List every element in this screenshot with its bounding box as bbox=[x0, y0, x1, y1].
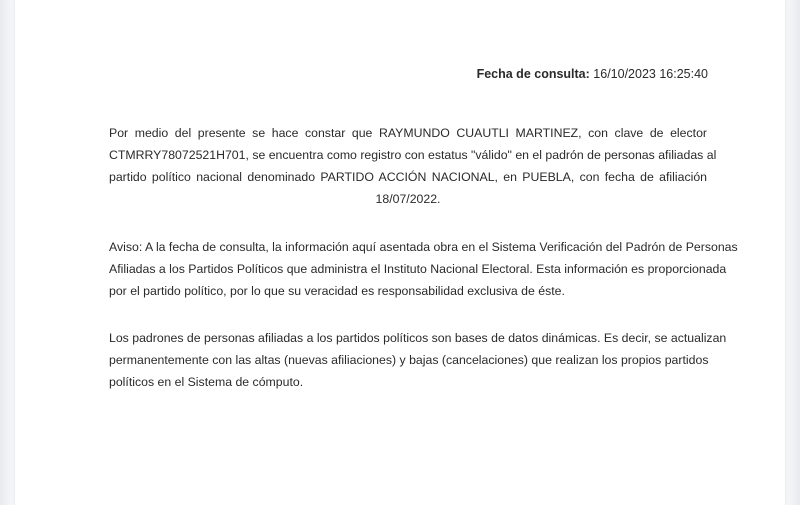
document-page bbox=[15, 0, 785, 505]
paragraph-line: por el partido político, por lo que su veracidad es responsabilidad exclusiva de éste. bbox=[109, 284, 565, 298]
affiliation-statement-paragraph bbox=[109, 122, 717, 210]
paragraph-line: permanentemente con las altas (nuevas afiliaciones) y bajas (cancelaciones) que realizan los propios partidos bbox=[109, 353, 709, 367]
paragraph-line: CTMRRY78072521H701, se encuentra como registro con estatus "válido" en el padrón de personas afiliadas al bbox=[109, 148, 717, 162]
consult-date-line bbox=[477, 67, 708, 81]
dynamic-database-paragraph bbox=[109, 327, 727, 393]
paragraph-line: Afiliadas a los Partidos Políticos que administra el Instituto Nacional Electoral. Esta información es proporcionada bbox=[109, 262, 727, 276]
paragraph-line: Por medio del presente se hace constar que RAYMUNDO CUAUTLI MARTINEZ, con clave de elector bbox=[109, 126, 707, 140]
notice-paragraph bbox=[109, 236, 738, 302]
paragraph-line: Los padrones de personas afiliadas a los partidos políticos son bases de datos dinámicas. Es decir, se actualizan bbox=[109, 331, 727, 345]
paragraph-line: Aviso: A la fecha de consulta, la información aquí asentada obra en el Sistema Verificación del Padrón de Personas bbox=[109, 240, 738, 254]
paragraph-line: 18/07/2022. bbox=[375, 192, 441, 206]
paragraph-line: partido político nacional denominado PARTIDO ACCIÓN NACIONAL, en PUEBLA, con fecha de afiliación bbox=[109, 170, 707, 184]
consult-date-value: 16/10/2023 16:25:40 bbox=[593, 67, 708, 81]
paragraph-line: políticos en el Sistema de cómputo. bbox=[109, 375, 304, 389]
consult-date-label: Fecha de consulta: bbox=[476, 67, 590, 81]
